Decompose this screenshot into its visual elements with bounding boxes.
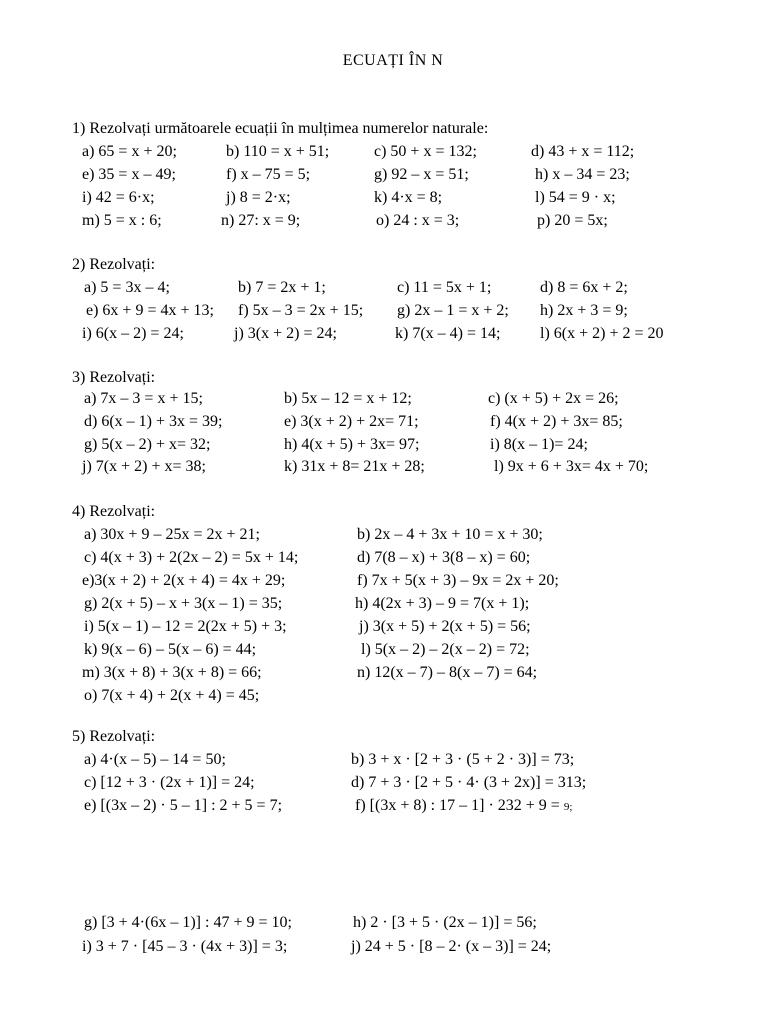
equation-row <box>0 413 768 436</box>
equation: k) 4·x = 8; <box>374 189 443 206</box>
equation: m) 3(x + 8) + 3(x + 8) = 66; <box>82 664 262 681</box>
section-heading: 2) Rezolvați: <box>72 256 156 273</box>
equation: l) 9x + 6 + 3x= 4x + 70; <box>494 458 649 475</box>
equation: g) [3 + 4·(6x – 1)] : 47 + 9 = 10; <box>84 914 292 931</box>
equation: g) 5(x – 2) + x= 32; <box>84 436 211 453</box>
equation: b) 7 = 2x + 1; <box>238 279 326 296</box>
equation-row <box>0 572 768 595</box>
equation-row <box>0 914 768 937</box>
equation-row <box>0 641 768 664</box>
equation-row <box>0 458 768 481</box>
equation: f) 5x – 3 = 2x + 15; <box>238 302 364 319</box>
page-title: ECUAȚI ÎN N <box>342 52 444 69</box>
equation: h) 2 · [3 + 5 · (2x – 1)] = 56; <box>353 914 537 931</box>
equation: e) [(3x – 2) · 5 – 1] : 2 + 5 = 7; <box>84 797 283 814</box>
equation: g) 2(x + 5) – x + 3(x – 1) = 35; <box>84 595 283 612</box>
equation: h) 4(x + 5) + 3x= 97; <box>284 436 420 453</box>
equation: k) 31x + 8= 21x + 28; <box>284 458 425 475</box>
equation: a) 65 = x + 20; <box>82 143 177 160</box>
equation: o) 24 : x = 3; <box>376 212 460 229</box>
equation: i) 3 + 7 · [45 – 3 · (4x + 3)] = 3; <box>82 938 288 955</box>
equation: k) 7(x – 4) = 14; <box>395 325 501 342</box>
equation: n) 27: x = 9; <box>221 212 301 229</box>
equation: e) 35 = x – 49; <box>82 166 176 183</box>
equation: d) 43 + x = 112; <box>531 143 635 160</box>
equation: d) 6(x – 1) + 3x = 39; <box>84 413 223 430</box>
equation-row <box>0 549 768 572</box>
equation: h) 2x + 3 = 9; <box>540 302 628 319</box>
equation: c) 4(x + 3) + 2(2x – 2) = 5x + 14; <box>84 549 299 566</box>
section-heading: 4) Rezolvați: <box>72 503 156 520</box>
equation: f) 4(x + 2) + 3x= 85; <box>490 413 623 430</box>
equation: b) 3 + x · [2 + 3 · (5 + 2 · 3)] = 73; <box>351 751 575 768</box>
equation: l) 5(x – 2) – 2(x – 2) = 72; <box>361 641 530 658</box>
equation: b) 110 = x + 51; <box>226 143 330 160</box>
equation: f) x – 75 = 5; <box>226 166 311 183</box>
equation: a) 4·(x – 5) – 14 = 50; <box>84 751 226 768</box>
equation: i) 8(x – 1)= 24; <box>490 436 588 453</box>
equation-row <box>0 325 768 348</box>
equation: c) 11 = 5x + 1; <box>397 279 492 296</box>
equation: k) 9(x – 6) – 5(x – 6) = 44; <box>84 641 257 658</box>
equation: c) 50 + x = 132; <box>374 143 477 160</box>
equation: d) 8 = 6x + 2; <box>540 279 628 296</box>
equation: h) x – 34 = 23; <box>535 166 630 183</box>
equation: l) 6(x + 2) + 2 = 20 <box>540 325 664 342</box>
equation: h) 4(2x + 3) – 9 = 7(x + 1); <box>355 595 530 612</box>
equation-tail: 9; <box>563 801 573 813</box>
equation: j) 24 + 5 · [8 – 2· (x – 3)] = 24; <box>351 938 552 955</box>
equation: n) 12(x – 7) – 8(x – 7) = 64; <box>357 664 538 681</box>
equation: d) 7 + 3 · [2 + 5 · 4· (3 + 2x)] = 313; <box>351 774 587 791</box>
equation: f) 7x + 5(x + 3) – 9x = 2x + 20; <box>357 572 559 589</box>
equation-text: f) [(3x + 8) : 17 – 1] · 232 + 9 = <box>355 797 564 814</box>
equation: d) 7(8 – x) + 3(8 – x) = 60; <box>357 549 531 566</box>
equation: g) 2x – 1 = x + 2; <box>397 302 509 319</box>
equation: j) 7(x + 2) + x= 38; <box>82 458 206 475</box>
equation-row <box>0 189 768 212</box>
equation: i) 5(x – 1) – 12 = 2(2x + 5) + 3; <box>84 618 287 635</box>
equation-row <box>0 797 768 820</box>
equation-row <box>0 938 768 961</box>
equation-row <box>0 279 768 302</box>
equation: e)3(x + 2) + 2(x + 4) = 4x + 29; <box>82 572 286 589</box>
equation: c) [12 + 3 · (2x + 1)] = 24; <box>84 774 255 791</box>
equation: b) 2x – 4 + 3x + 10 = x + 30; <box>357 526 543 543</box>
equation: i) 42 = 6·x; <box>82 189 155 206</box>
equation: b) 5x – 12 = x + 12; <box>284 390 412 407</box>
section-heading: 1) Rezolvați următoarele ecuații în mulțimea numerelor naturale: <box>72 120 489 137</box>
equation: l) 54 = 9 · x; <box>535 189 616 206</box>
equation: c) (x + 5) + 2x = 26; <box>488 390 619 407</box>
equation-row <box>0 212 768 235</box>
equation: m) 5 = x : 6; <box>82 212 162 229</box>
equation-row <box>0 595 768 618</box>
equation: p) 20 = 5x; <box>537 212 608 229</box>
equation: a) 7x – 3 = x + 15; <box>84 390 203 407</box>
equation-row <box>0 390 768 413</box>
equation-row <box>0 526 768 549</box>
equation: j) 3(x + 5) + 2(x + 5) = 56; <box>359 618 531 635</box>
equation-row <box>0 143 768 166</box>
equation: j) 3(x + 2) = 24; <box>234 325 337 342</box>
equation <box>355 797 572 815</box>
section-heading: 3) Rezolvați: <box>72 369 156 386</box>
equation: i) 6(x – 2) = 24; <box>82 325 184 342</box>
equation: g) 92 – x = 51; <box>374 166 469 183</box>
equation: e) 6x + 9 = 4x + 13; <box>86 302 214 319</box>
equation: e) 3(x + 2) + 2x= 71; <box>284 413 419 430</box>
equation-row <box>0 618 768 641</box>
equation: j) 8 = 2·x; <box>226 189 291 206</box>
equation-row <box>0 751 768 774</box>
section-heading: 5) Rezolvați: <box>72 728 156 745</box>
equation-row <box>0 664 768 687</box>
equation-row <box>0 302 768 325</box>
equation: a) 5 = 3x – 4; <box>84 279 170 296</box>
equation-row <box>0 774 768 797</box>
equation-row <box>0 166 768 189</box>
equation: o) 7(x + 4) + 2(x + 4) = 45; <box>84 687 260 704</box>
equation: a) 30x + 9 – 25x = 2x + 21; <box>84 526 260 543</box>
equation-row <box>0 436 768 459</box>
equation-row <box>0 687 768 710</box>
